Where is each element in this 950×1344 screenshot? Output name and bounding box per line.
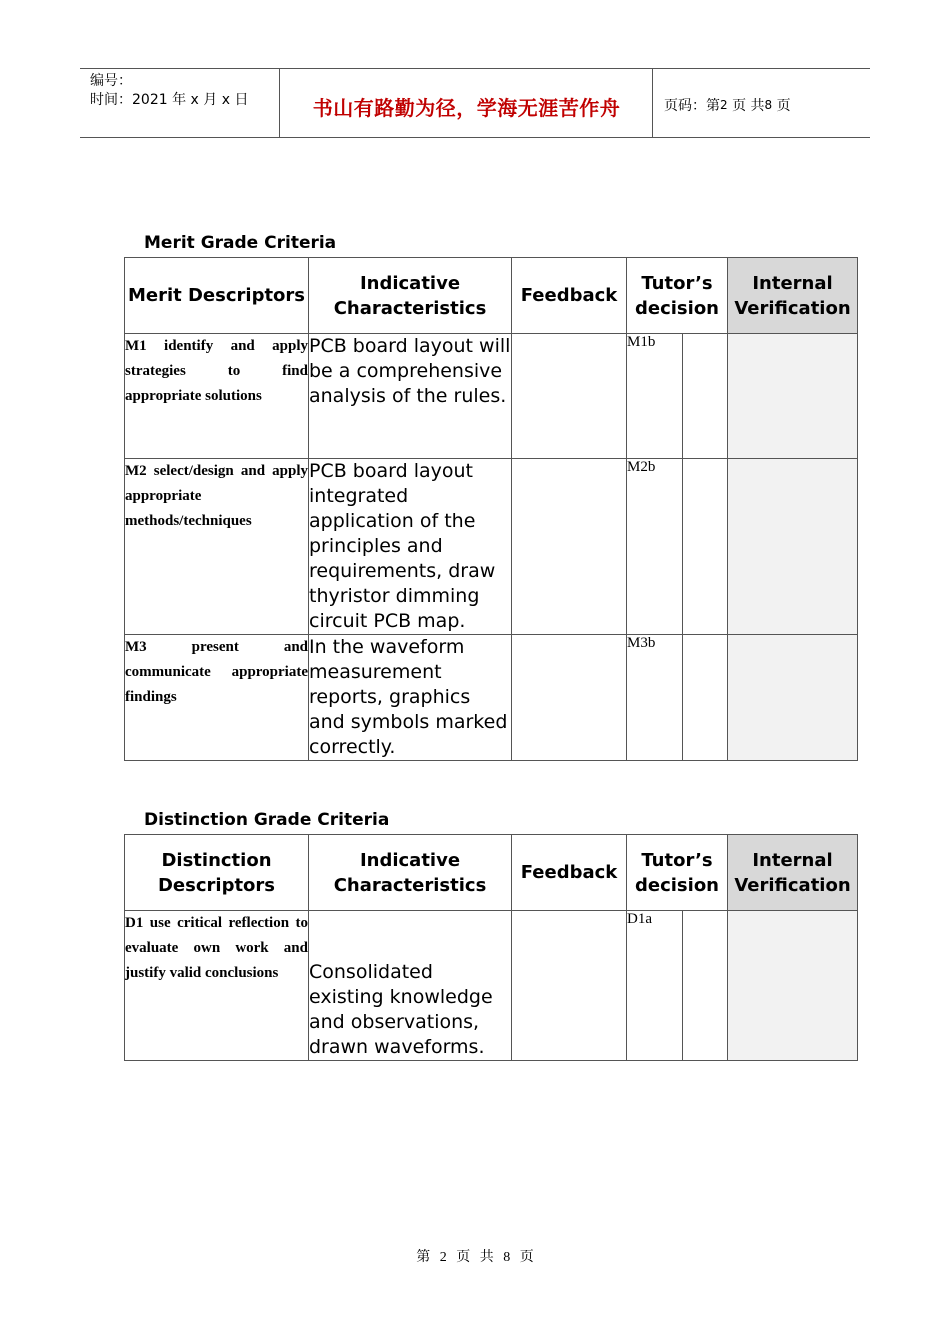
tutor-decision-cell[interactable]	[683, 459, 728, 635]
feedback-cell[interactable]	[512, 911, 627, 1061]
criterion-code: D1a	[627, 911, 683, 1061]
indicative-cell: PCB board layout will be a comprehensive analysis of the rules.	[309, 334, 512, 459]
criterion-code: M3b	[627, 635, 683, 761]
table-row	[125, 334, 858, 459]
merit-criteria-table	[124, 257, 858, 761]
distinction-section-title: Distinction Grade Criteria	[144, 810, 390, 830]
verification-cell[interactable]	[728, 635, 858, 761]
table-row	[125, 459, 858, 635]
table-row	[125, 911, 858, 1061]
table-header-row	[125, 835, 858, 911]
col-header-feedback: Feedback	[512, 258, 627, 334]
indicative-cell: PCB board layout integrated application of the principles and requirements, draw thyristor dimming circuit PCB map.	[309, 459, 512, 635]
criterion-code: M2b	[627, 459, 683, 635]
header-motto: 书山有路勤为径，学海无涯苦作舟	[281, 69, 653, 137]
header-page-number	[654, 69, 870, 137]
tutor-decision-cell[interactable]	[683, 635, 728, 761]
page-total: 8	[764, 98, 773, 112]
indicative-cell: In the waveform measurement reports, graphics and symbols marked correctly.	[309, 635, 512, 761]
page-header	[80, 68, 870, 138]
descriptor-cell: M2 select/design and apply appropriate methods/techniques	[125, 459, 309, 635]
verification-cell[interactable]	[728, 459, 858, 635]
feedback-cell[interactable]	[512, 459, 627, 635]
col-header-indicative: Indicative Characteristics	[309, 258, 512, 334]
col-header-indicative: Indicative Characteristics	[309, 835, 512, 911]
page-label: 页码：第	[664, 98, 720, 114]
page-end: 页	[776, 98, 791, 114]
header-meta	[80, 69, 280, 137]
col-header-tutor-decision: Tutor’s decision	[627, 835, 728, 911]
tutor-decision-cell[interactable]	[683, 334, 728, 459]
col-header-internal-verification: Internal Verification	[728, 835, 858, 911]
col-header-tutor-decision: Tutor’s decision	[627, 258, 728, 334]
col-header-internal-verification: Internal Verification	[728, 258, 858, 334]
page-mid: 页 共	[732, 98, 765, 114]
page-footer: 第 2 页 共 8 页	[416, 1250, 534, 1265]
indicative-cell: Consolidated existing knowledge and observations, drawn waveforms.	[309, 911, 512, 1061]
criterion-code: M1b	[627, 334, 683, 459]
col-header-feedback: Feedback	[512, 835, 627, 911]
document-date-label: 时间：2021 年 x 月 x 日	[90, 92, 249, 108]
table-row	[125, 635, 858, 761]
table-header-row	[125, 258, 858, 334]
feedback-cell[interactable]	[512, 635, 627, 761]
merit-section-title: Merit Grade Criteria	[144, 233, 337, 253]
col-header-descriptors: Merit Descriptors	[125, 258, 309, 334]
descriptor-cell: M1 identify and apply strategies to find appropriate solutions	[125, 334, 309, 459]
col-header-descriptors: Distinction Descriptors	[125, 835, 309, 911]
distinction-criteria-table	[124, 834, 858, 1061]
page-current: 2	[720, 98, 728, 112]
tutor-decision-cell[interactable]	[683, 911, 728, 1061]
descriptor-cell: M3 present and communicate appropriate findings	[125, 635, 309, 761]
feedback-cell[interactable]	[512, 334, 627, 459]
descriptor-cell: D1 use critical reflection to evaluate own work and justify valid conclusions	[125, 911, 309, 1061]
document-number-label: 编号：	[90, 73, 132, 89]
verification-cell[interactable]	[728, 334, 858, 459]
verification-cell[interactable]	[728, 911, 858, 1061]
